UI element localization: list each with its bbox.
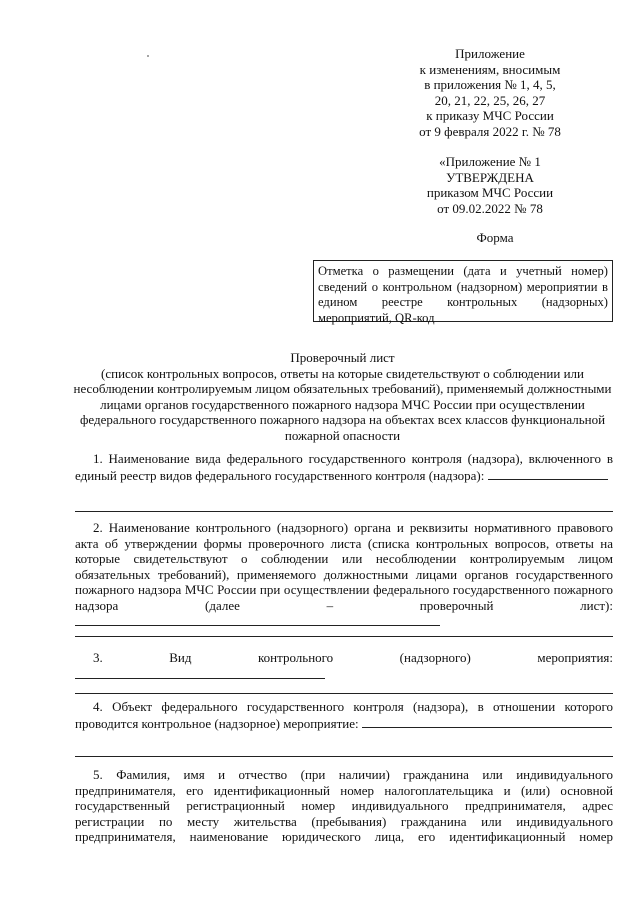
item-5-text: 5. Фамилия, имя и отчество (при наличии) гражданина или индивидуального предпринимателя, его идентификационный номер налогоплательщика и (или) основной государственный регистрационный номер индивидуального предпринимателя, адрес регистрации по месту жительства (пребывания) гражданина или индивидуального предпринимателя, наименование юридического лица, его идентификационный номер	[75, 767, 613, 844]
item-3	[75, 650, 613, 682]
approval-line: от 09.02.2022 № 78	[437, 200, 543, 216]
form-label: Форма	[476, 230, 514, 245]
fill-line[interactable]	[75, 693, 613, 694]
annex-line: от 9 февраля 2022 г. № 78	[419, 123, 561, 139]
annex-line: Приложение	[455, 46, 525, 61]
item-2-text: 2. Наименование контрольного (надзорного) органа и реквизиты нормативного правового акта об утверждении формы проверочного листа (списка контрольных вопросов, ответы на которые свидетельствуют о соблюдении или несоблюдении контролируемым лицом обязательных требований), применяемого должностными лицами органов государственного пожарного надзора МЧС России при осуществлении федерального государственного пожарного надзора (далее – проверочный лист):	[75, 520, 613, 613]
scan-speck	[147, 55, 149, 57]
fill-line[interactable]	[75, 636, 613, 637]
item-1-text: 1. Наименование вида федерального государственного контроля (надзора), включенного в единый реестр видов федерального государственного контроля (надзора):	[75, 451, 613, 483]
title-line: несоблюдении контролируемым лицом обязательных требований), применяемый должностными	[73, 381, 612, 396]
item-2-blank[interactable]	[75, 613, 440, 626]
item-4	[75, 699, 613, 731]
fill-line[interactable]	[75, 511, 613, 512]
title-line: федерального государственного пожарного надзора на объектах всех классов функциональной	[79, 412, 606, 427]
item-4-blank[interactable]	[362, 715, 612, 728]
annex-header	[410, 46, 570, 139]
approval-line: «Приложение № 1	[439, 154, 541, 169]
fill-line[interactable]	[75, 756, 613, 757]
approval-header	[415, 154, 565, 216]
title-line: пожарной опасности	[284, 427, 401, 443]
annex-line: к приказу МЧС России	[426, 108, 554, 123]
annex-line: 20, 21, 22, 25, 26, 27	[434, 92, 546, 108]
annex-line: в приложения № 1, 4, 5,	[424, 77, 556, 92]
item-3-blank[interactable]	[75, 666, 325, 679]
registry-mark-box: Отметка о размещении (дата и учетный номер) сведений о контрольном (надзорном) мероприятии в едином реестре контрольных (надзорных) мероприятий, QR-код	[313, 260, 613, 322]
item-1-blank[interactable]	[488, 467, 608, 480]
annex-line: к изменениям, вносимым	[419, 61, 561, 77]
item-4-text: 4. Объект федерального государственного контроля (надзора), в отношении которого проводится контрольное (надзорное) мероприятие:	[75, 699, 613, 731]
title-line: (список контрольных вопросов, ответы на которые свидетельствуют о соблюдении или	[101, 365, 584, 381]
item-5	[75, 767, 613, 845]
approval-line: УТВЕРЖДЕНА	[446, 169, 534, 185]
item-2	[75, 520, 613, 630]
item-3-text: 3. Вид контрольного (надзорного) мероприятия:	[93, 650, 613, 665]
item-1	[75, 451, 613, 483]
title-line: лицами органов государственного пожарного надзора МЧС России при осуществлении	[100, 396, 585, 412]
approval-line: приказом МЧС России	[426, 185, 554, 200]
document-title	[70, 350, 615, 443]
title-heading: Проверочный лист	[290, 350, 395, 365]
